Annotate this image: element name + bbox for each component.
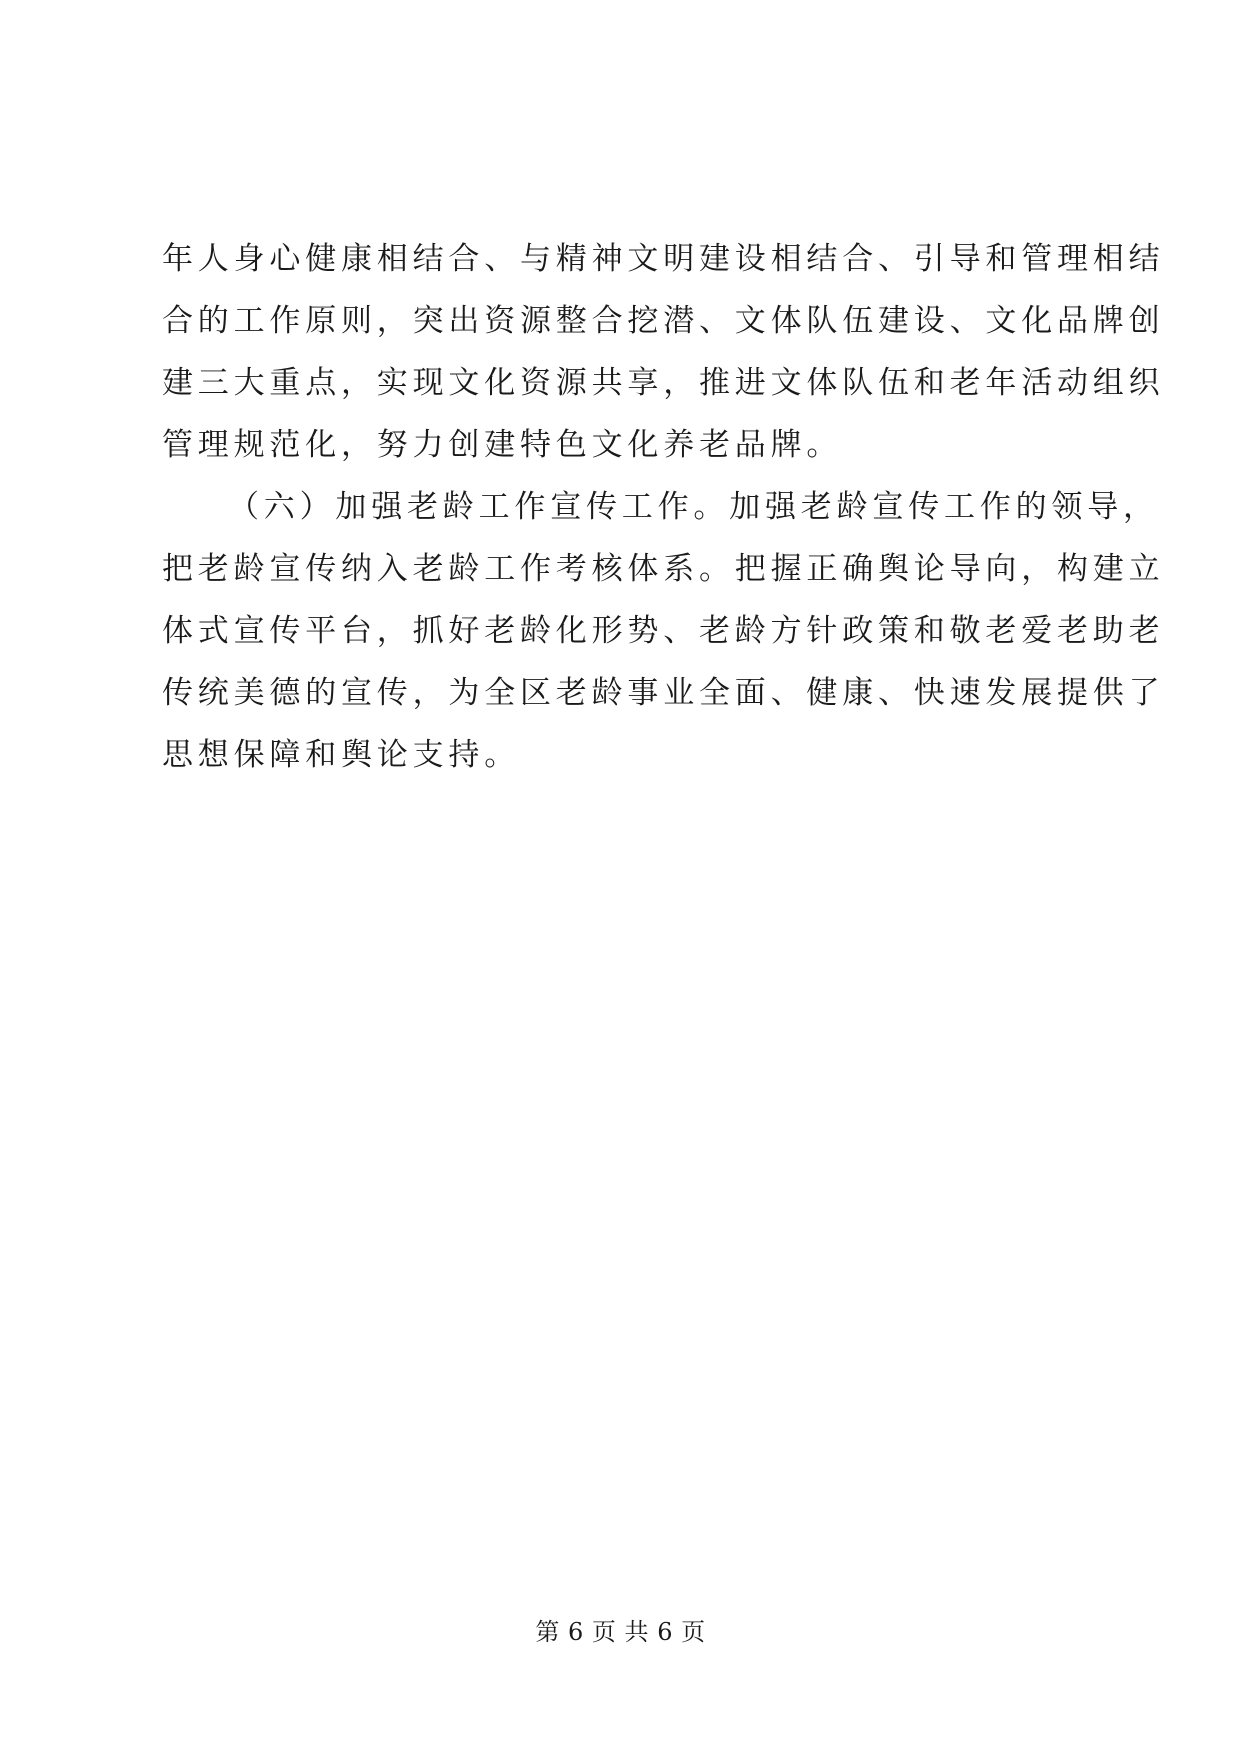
document-body [162, 228, 1165, 786]
text-line: 合的工作原则，突出资源整合挖潜、文体队伍建设、文化品牌创 [162, 303, 1165, 339]
paragraph-section-six [162, 476, 1165, 786]
page-number-footer: 第 6 页 共 6 页 [535, 1618, 706, 1646]
text-line: 传统美德的宣传，为全区老龄事业全面、健康、快速发展提供了 [162, 675, 1165, 711]
text-line: 体式宣传平台，抓好老龄化形势、老龄方针政策和敬老爱老助老 [162, 613, 1165, 649]
text-line: 年人身心健康相结合、与精神文明建设相结合、引导和管理相结 [162, 241, 1165, 277]
text-line: 管理规范化，努力创建特色文化养老品牌。 [162, 427, 843, 463]
text-line: （六）加强老龄工作宣传工作。加强老龄宣传工作的领导， [228, 489, 1159, 525]
text-line: 把老龄宣传纳入老龄工作考核体系。把握正确舆论导向，构建立 [162, 551, 1165, 587]
text-line: 建三大重点，实现文化资源共享，推进文体队伍和老年活动组织 [162, 365, 1165, 401]
paragraph-continuation [162, 228, 1165, 476]
text-line: 思想保障和舆论支持。 [162, 737, 520, 773]
